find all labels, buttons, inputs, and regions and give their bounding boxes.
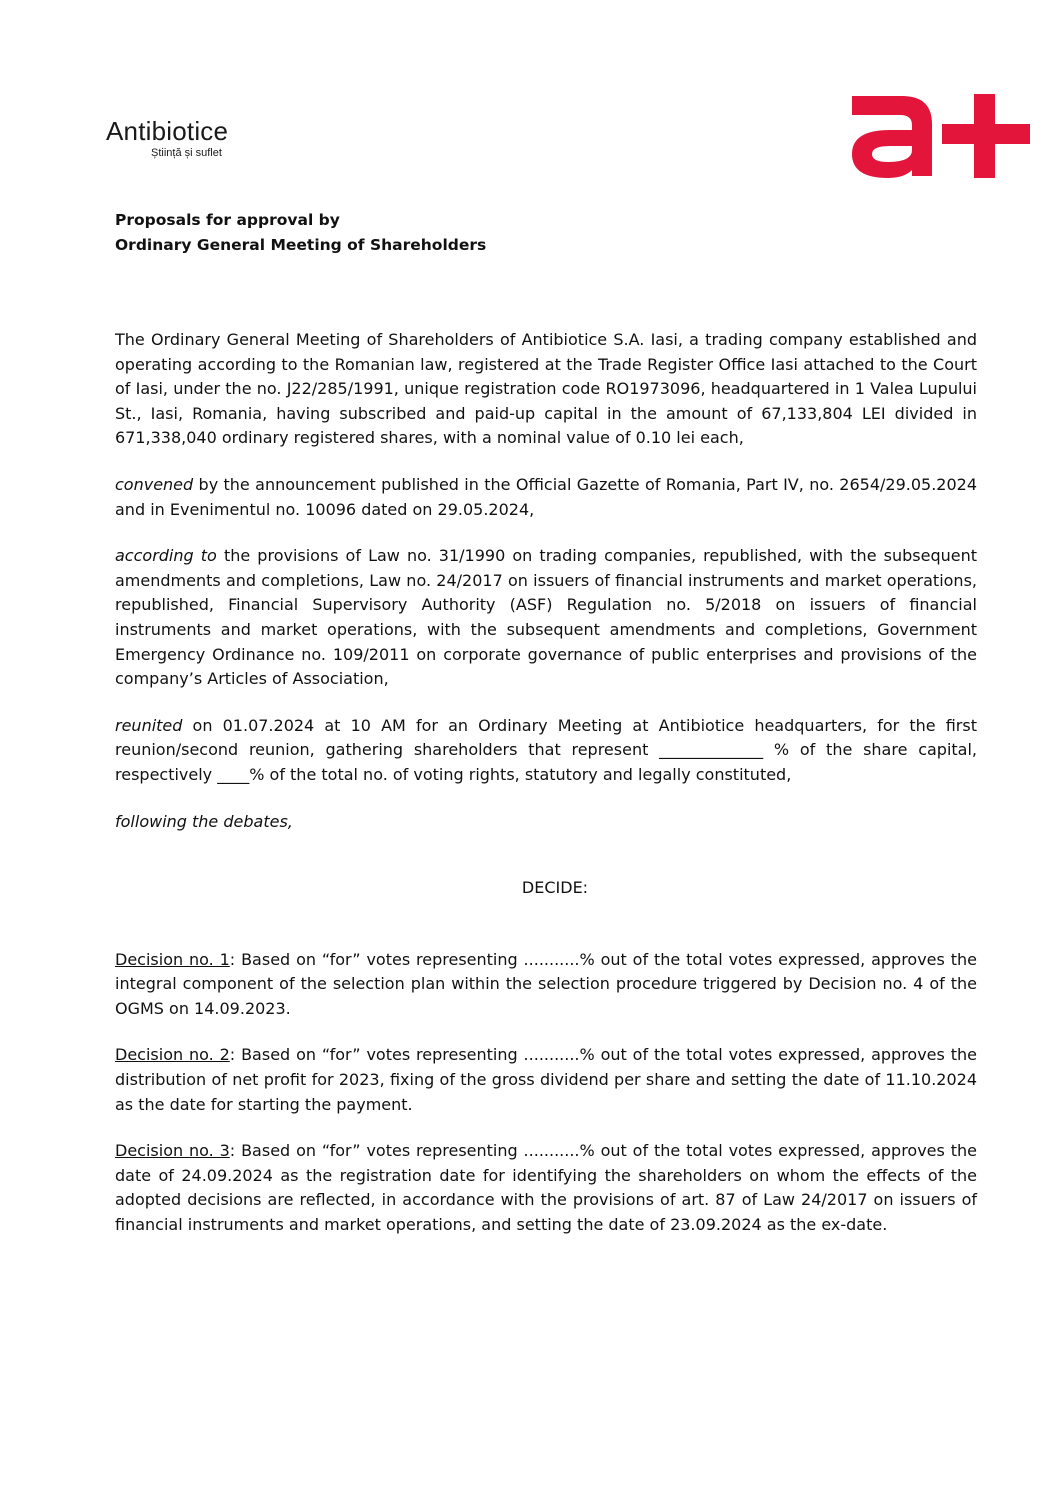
intro-paragraph: The Ordinary General Meeting of Shareholders of Antibiotice S.A. Iasi, a trading company established and operating according to the Romanian law, registered at the Trade Register Office Iasi attached to the Court of Iasi, under the no. J22/285/1991, unique registration code RO1973096, headquartered in 1 Valea Lupului St., Iasi, Romania, having subscribed and paid-up capital in the amount of 67,133,804 LEI divided in 671,338,040 ordinary registered shares, with a nominal value of 0.10 lei each, (115, 330, 977, 448)
brand-name: Antibiotice (106, 116, 229, 146)
reunited-paragraph (115, 714, 977, 788)
document-body (115, 328, 977, 1260)
decision-2 (115, 1043, 977, 1117)
brand-tagline: Știință și suflet (151, 147, 222, 159)
reunited-text: on 01.07.2024 at 10 AM for an Ordinary Meeting at Antibiotice headquarters, for the first reunion/second reunion, gathering shareholders that represent _____________ % of the share capital, respectively ____% of the total no. of voting rights, statutory and legally constituted, (115, 715, 977, 784)
decision-1 (115, 948, 977, 1022)
document-title (115, 208, 486, 258)
decision-3-label: Decision no. 3 (115, 1141, 230, 1161)
decision-3-text: : Based on “for” votes representing ...........% out of the total votes expressed, approves the date of 24.09.2024 as the registration date for identifying the shareholders on whom the effects of the adopted decisions are reflected, in accordance with the provisions of art. 87 of Law 24/2017 on issuers of financial instruments and market operations, and setting the date of 23.09.2024 as the ex-date. (115, 1141, 977, 1235)
company-logo (106, 117, 306, 159)
decision-2-text: : Based on “for” votes representing ...........% out of the total votes expressed, approves the distribution of net profit for 2023, fixing of the gross dividend per share and setting the date of 11.10.2024 as the date for starting the payment. (115, 1045, 977, 1114)
decision-1-text: : Based on “for” votes representing ...........% out of the total votes expressed, approves the integral component of the selection plan within the selection procedure triggered by Decision no. 4 of the OGMS on 14.09.2023. (115, 949, 977, 1018)
following-paragraph: following the debates, (115, 811, 293, 831)
decision-2-label: Decision no. 2 (115, 1045, 230, 1065)
convened-lead: convened (115, 474, 194, 494)
reunited-lead: reunited (115, 715, 183, 735)
according-paragraph (115, 544, 977, 692)
title-line-2: Ordinary General Meeting of Shareholders (115, 236, 487, 254)
decide-heading: DECIDE: (521, 878, 589, 898)
decision-1-label: Decision no. 1 (115, 949, 230, 969)
according-lead: according to (115, 546, 217, 566)
a-plus-logo-icon (850, 88, 1030, 180)
according-text: the provisions of Law no. 31/1990 on trading companies, republished, with the subsequent amendments and completions, Law no. 24/2017 on issuers of financial instruments and market operations, republished, Financial Supervisory Authority (ASF) Regulation no. 5/2018 on issuers of financial instruments and market operations, with the subsequent amendments and completions, Government Emergency Ordinance no. 109/2011 on corporate governance of public enterprises and provisions of the company’s Articles of Association, (115, 546, 978, 689)
convened-text: by the announcement published in the Official Gazette of Romania, Part IV, no. 2654/29.05.2024 and in Evenimentul no. 10096 dated on 29.05.2024, (115, 474, 977, 519)
convened-paragraph (115, 473, 977, 522)
title-line-1: Proposals for approval by (115, 211, 340, 229)
decision-3 (115, 1139, 977, 1237)
